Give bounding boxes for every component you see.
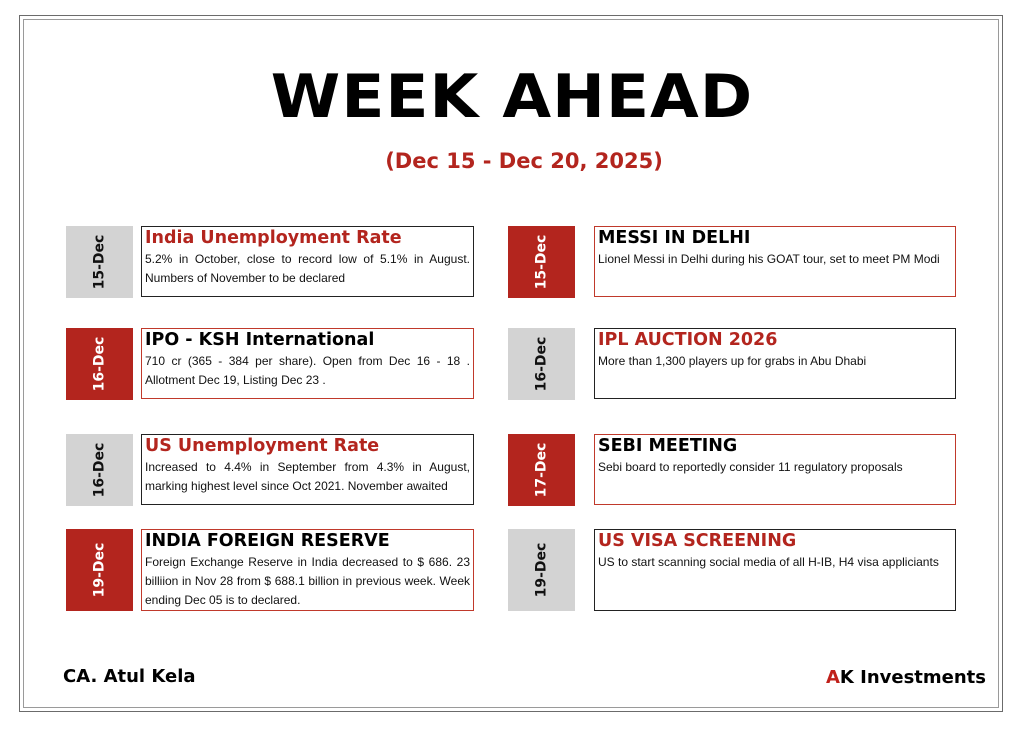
event-date-tab: 17-Dec — [508, 434, 575, 506]
brand-logo — [826, 667, 986, 688]
event-title: US Unemployment Rate — [145, 436, 380, 456]
event-date-tab: 16-Dec — [508, 328, 575, 400]
event-card-india-unemployment — [141, 226, 474, 297]
event-title: MESSI IN DELHI — [598, 228, 751, 248]
event-description: 5.2% in October, close to record low of 5.1% in August. Numbers of November to be declared — [145, 252, 470, 285]
brand-name-rest: K Investments — [839, 667, 986, 688]
event-card-us-visa — [594, 529, 956, 611]
event-title: IPL AUCTION 2026 — [598, 330, 778, 350]
event-description: 710 cr (365 - 384 per share). Open from Dec 16 - 18 . Allotment Dec 19, Listing Dec 23 . — [145, 354, 470, 387]
event-card-us-unemployment — [141, 434, 474, 505]
brand-accent-letter: A — [825, 667, 840, 688]
event-title: US VISA SCREENING — [598, 531, 797, 551]
event-description: Foreign Exchange Reserve in India decreased to $ 686. 23 billiion in Nov 28 from $ 688.1 billion in previous week. Week ending Dec 05 is to declared. — [145, 555, 470, 607]
event-description: Increased to 4.4% in September from 4.3% in August, marking highest level since Oct 2021. November awaited — [145, 460, 470, 493]
event-title: India Unemployment Rate — [145, 228, 402, 248]
event-date-tab: 16-Dec — [66, 328, 133, 400]
event-date-tab: 19-Dec — [66, 529, 133, 611]
event-description: US to start scanning social media of all H-IB, H4 visa appliciants — [598, 555, 939, 569]
event-card-messi — [594, 226, 956, 297]
author-name: CA. Atul Kela — [63, 666, 196, 687]
event-description: Sebi board to reportedly consider 11 regulatory proposals — [598, 460, 903, 474]
event-title: IPO - KSH International — [145, 330, 375, 350]
event-date-tab: 16-Dec — [66, 434, 133, 506]
event-date-tab: 15-Dec — [66, 226, 133, 298]
event-date-tab: 19-Dec — [508, 529, 575, 611]
event-card-sebi — [594, 434, 956, 505]
event-description: Lionel Messi in Delhi during his GOAT tour, set to meet PM Modi — [598, 252, 940, 266]
event-description: More than 1,300 players up for grabs in Abu Dhabi — [598, 354, 867, 368]
date-range-subtitle: (Dec 15 - Dec 20, 2025) — [385, 149, 663, 173]
event-title: INDIA FOREIGN RESERVE — [145, 531, 390, 551]
event-card-india-forex — [141, 529, 474, 611]
event-card-ipo-ksh — [141, 328, 474, 399]
event-title: SEBI MEETING — [598, 436, 738, 456]
page-title: WEEK AHEAD — [270, 62, 754, 132]
event-card-ipl-auction — [594, 328, 956, 399]
event-date-tab: 15-Dec — [508, 226, 575, 298]
